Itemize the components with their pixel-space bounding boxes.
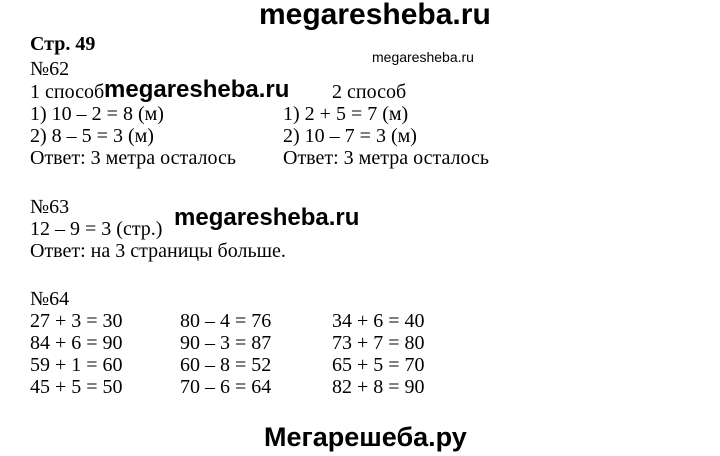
page-label: Стр. 49 <box>30 33 96 55</box>
task63-line: 12 – 9 = 3 (стр.) <box>30 218 163 240</box>
task63-number: №63 <box>30 196 70 218</box>
task64-col1-item: 59 + 1 = 60 <box>30 354 123 376</box>
task62-method1-line2: 2) 8 – 5 = 3 (м) <box>30 125 154 147</box>
task62-method1-line1: 1) 10 – 2 = 8 (м) <box>30 103 164 125</box>
task64-col3-item: 65 + 5 = 70 <box>332 354 425 376</box>
task63-answer: Ответ: на 3 страницы больше. <box>30 240 286 262</box>
task64-col1-item: 27 + 3 = 30 <box>30 310 123 332</box>
task64-col2-item: 80 – 4 = 76 <box>180 310 272 332</box>
task62-method1-answer: Ответ: 3 метра осталось <box>30 147 236 169</box>
task64-col2-item: 90 – 3 = 87 <box>180 332 272 354</box>
task62-method2-answer: Ответ: 3 метра осталось <box>283 147 489 169</box>
task62-method2-line1: 1) 2 + 5 = 7 (м) <box>283 103 409 125</box>
task64-col3-item: 34 + 6 = 40 <box>332 310 425 332</box>
task62-method2-line2: 2) 10 – 7 = 3 (м) <box>283 125 417 147</box>
task64-col2-item: 70 – 6 = 64 <box>180 376 272 398</box>
task64-col3-item: 82 + 8 = 90 <box>332 376 425 398</box>
task62-number: №62 <box>30 58 70 80</box>
watermark-top: megaresheba.ru <box>259 0 491 31</box>
watermark-inline-62: megaresheba.ru <box>104 76 290 103</box>
task62-method1-title: 1 способ <box>30 81 105 103</box>
task64-col3-item: 73 + 7 = 80 <box>332 332 425 354</box>
watermark-inline-63: megaresheba.ru <box>174 204 360 231</box>
task64-col1-item: 84 + 6 = 90 <box>30 332 123 354</box>
watermark-small: megaresheba.ru <box>372 49 474 65</box>
task64-col2-item: 60 – 8 = 52 <box>180 354 272 376</box>
watermark-bottom: Мегарешеба.ру <box>264 422 467 452</box>
task64-number: №64 <box>30 288 70 310</box>
task64-col1-item: 45 + 5 = 50 <box>30 376 123 398</box>
task62-method2-title: 2 способ <box>332 81 407 103</box>
